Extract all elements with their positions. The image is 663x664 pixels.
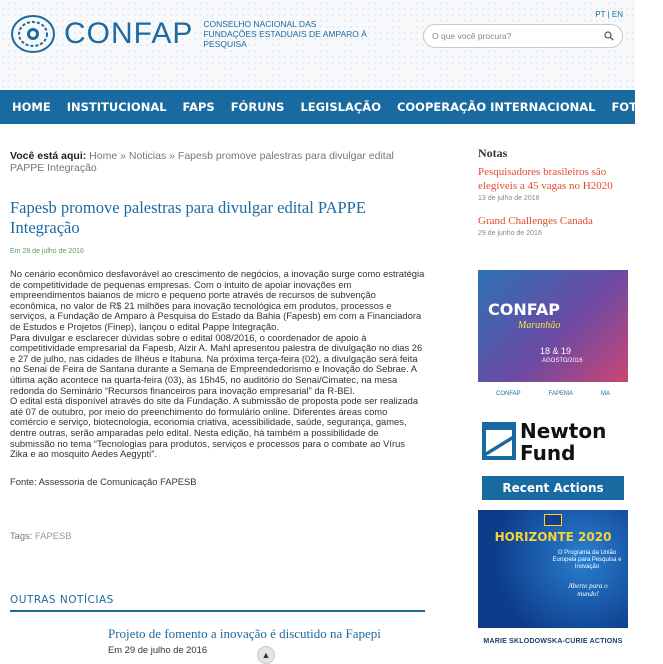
- outras-item-date: Em 29 de julho de 2016: [108, 644, 208, 655]
- nav-institucional[interactable]: INSTITUCIONAL: [66, 100, 167, 114]
- banner-dates: 18 & 19: [540, 346, 572, 356]
- logo-text: CONFAP: [64, 17, 194, 50]
- h2020-description: O Programa da União Europeia para Pesquisa e Inovação: [552, 550, 622, 570]
- breadcrumb-home[interactable]: Home: [89, 150, 118, 162]
- msca-title: MARIE SKLODOWSKA-CURIE ACTIONS: [483, 638, 623, 645]
- h2020-title: HORIZONTE 2020: [494, 530, 612, 544]
- article-body: [10, 269, 425, 460]
- breadcrumb-label: Você está aqui:: [10, 150, 87, 162]
- nav-faps[interactable]: FAPS: [182, 100, 215, 114]
- nav-foruns[interactable]: FÓRUNS: [230, 100, 285, 114]
- article-tags: [10, 530, 425, 541]
- outras-noticias-heading: OUTRAS NOTÍCIAS: [10, 594, 425, 612]
- banner-subtitle: Maranhão: [518, 320, 561, 331]
- lang-en-link[interactable]: EN: [611, 10, 623, 19]
- nav-home[interactable]: HOME: [12, 100, 51, 114]
- nota-item[interactable]: [478, 214, 628, 237]
- nota-date: 13 de julho de 2016: [478, 195, 540, 202]
- article-paragraph: No cenário econômico desfavorável ao crescimento de negócios, a inovação surge como estratégia de competitividade de pequenas empresas. Com o intuito de apoiar inovações em empreendimentos baianos de micro e pequeno porte através de recursos de subvenção econômica, no valor de R$ 21 milhões para inovação tecnológica em produtos, processos e serviços, a Fundação de Amparo à Pesquisa do Estado da Bahia (Fapesb) em com a Financiadora de Estudos e Projetos (Finep), lançou o edital Pappe Integração.: [10, 268, 425, 332]
- lang-separator: |: [607, 10, 610, 19]
- tag-link[interactable]: FAPESB: [35, 529, 72, 541]
- site-logo[interactable]: [10, 14, 403, 54]
- article-content: [10, 150, 425, 541]
- logo-subtitle: CONSELHO NACIONAL DAS FUNDAÇÕES ESTADUAIS DE AMPARO À PESQUISA: [203, 19, 367, 49]
- breadcrumb-separator: »: [169, 150, 175, 162]
- horizonte-2020-banner[interactable]: [478, 510, 628, 628]
- nota-item[interactable]: [478, 165, 628, 202]
- breadcrumb-current: Fapesb promove palestras para divulgar edital PAPPE Integração: [10, 150, 394, 174]
- sponsor-logo: MA: [600, 391, 610, 397]
- sponsor-logo: CONFAP: [495, 391, 521, 397]
- search-box: [423, 24, 623, 48]
- article-paragraph: Para divulgar e esclarecer dúvidas sobre o edital 008/2016, o coordenador de apoio à competitividade empresarial da Fapesb, Alzir A. Mahl apresentou palestra de divulgação no dias 26 e 27 de julho, nas cidades de Ilhéus e Itabuna. Na próxima terça-feira (02), a divulgação será feita no Senai de Feira de Santana durante a Semana de Empreendedorismo e Inovação do Sebrae. A última ação acontece na quarta-feira (03), às 15h45, no auditório do Senai/Cimatec, na mesa redonda do Seminário “Recursos financeiros para inovação empresarial” da R-BEI.: [10, 331, 423, 396]
- banner-sponsor-strip: [478, 382, 628, 406]
- eu-flag-icon: [544, 514, 562, 526]
- main-area: [0, 124, 635, 660]
- lang-pt-link[interactable]: PT: [595, 10, 606, 19]
- nota-date: 29 de junho de 2016: [478, 230, 542, 237]
- article-date: Em 28 de julho de 2016: [10, 248, 84, 255]
- search-input[interactable]: [432, 31, 604, 41]
- article-paragraph: O edital está disponível através do site da Fundação. A submissão de proposta pode ser realizada até 07 de outubro, por meio do preenchimento do formulário online. Diferentes áreas como comércio e serviço, biotecnologia, economia criativa, acessibilidade, saúde, segurança, games, dentre outras, serão amparadas pelo edital. Nesta edição, há também a possibilidade de submissão no tema “Tecnologias para produtos, serviços e processos para o combate ao Vírus Zika e ao mosquito Aedes Aegypti”.: [10, 395, 419, 460]
- outras-item-title[interactable]: Projeto de fomento a inovação é discutido na Fapepi: [108, 626, 381, 641]
- article-title: Fapesb promove palestras para divulgar edital PAPPE Integração: [10, 198, 366, 237]
- banner-title: CONFAP: [488, 300, 560, 319]
- chevron-up-icon: ▲: [261, 650, 271, 660]
- nota-title[interactable]: Grand Challenges Canada: [478, 215, 593, 227]
- confap-event-banner[interactable]: [478, 270, 628, 406]
- newton-logo-icon: [482, 422, 516, 460]
- h2020-tagline: Aberto para o mundo!: [568, 582, 608, 598]
- breadcrumb-separator: »: [120, 150, 126, 162]
- breadcrumb-noticias[interactable]: Noticias: [128, 150, 167, 162]
- newton-fund-banner[interactable]: [478, 418, 628, 500]
- newton-fund-title: Newton Fund: [520, 419, 607, 465]
- confap-logo-icon: [10, 14, 56, 54]
- recent-actions-button[interactable]: Recent Actions: [482, 476, 624, 500]
- main-nav: [0, 90, 655, 124]
- tags-label: Tags:: [10, 529, 33, 541]
- sidebar: [478, 146, 628, 645]
- article-source: Fonte: Assessoria de Comunicação FAPESB: [10, 475, 197, 487]
- breadcrumb: [10, 150, 425, 174]
- notas-heading: Notas: [478, 146, 508, 160]
- carousel-up-button[interactable]: [257, 646, 275, 664]
- search-icon[interactable]: [604, 31, 614, 41]
- nav-cooperacao-internacional[interactable]: COOPERAÇÃO INTERNACIONAL: [396, 100, 596, 114]
- outras-noticias: [10, 594, 425, 655]
- nav-legislacao[interactable]: LEGISLAÇÃO: [300, 100, 381, 114]
- site-header: [0, 0, 635, 90]
- nav-fotos[interactable]: FOTOS: [611, 100, 655, 114]
- msca-banner[interactable]: [478, 632, 628, 652]
- language-switch: [595, 10, 623, 19]
- sponsor-logo: FAPEMA: [548, 391, 573, 397]
- banner-month: AGOSTO/2016: [542, 358, 583, 364]
- nota-title[interactable]: Pesquisadores brasileiros são elegíveis a 45 vagas no H2020: [478, 166, 613, 192]
